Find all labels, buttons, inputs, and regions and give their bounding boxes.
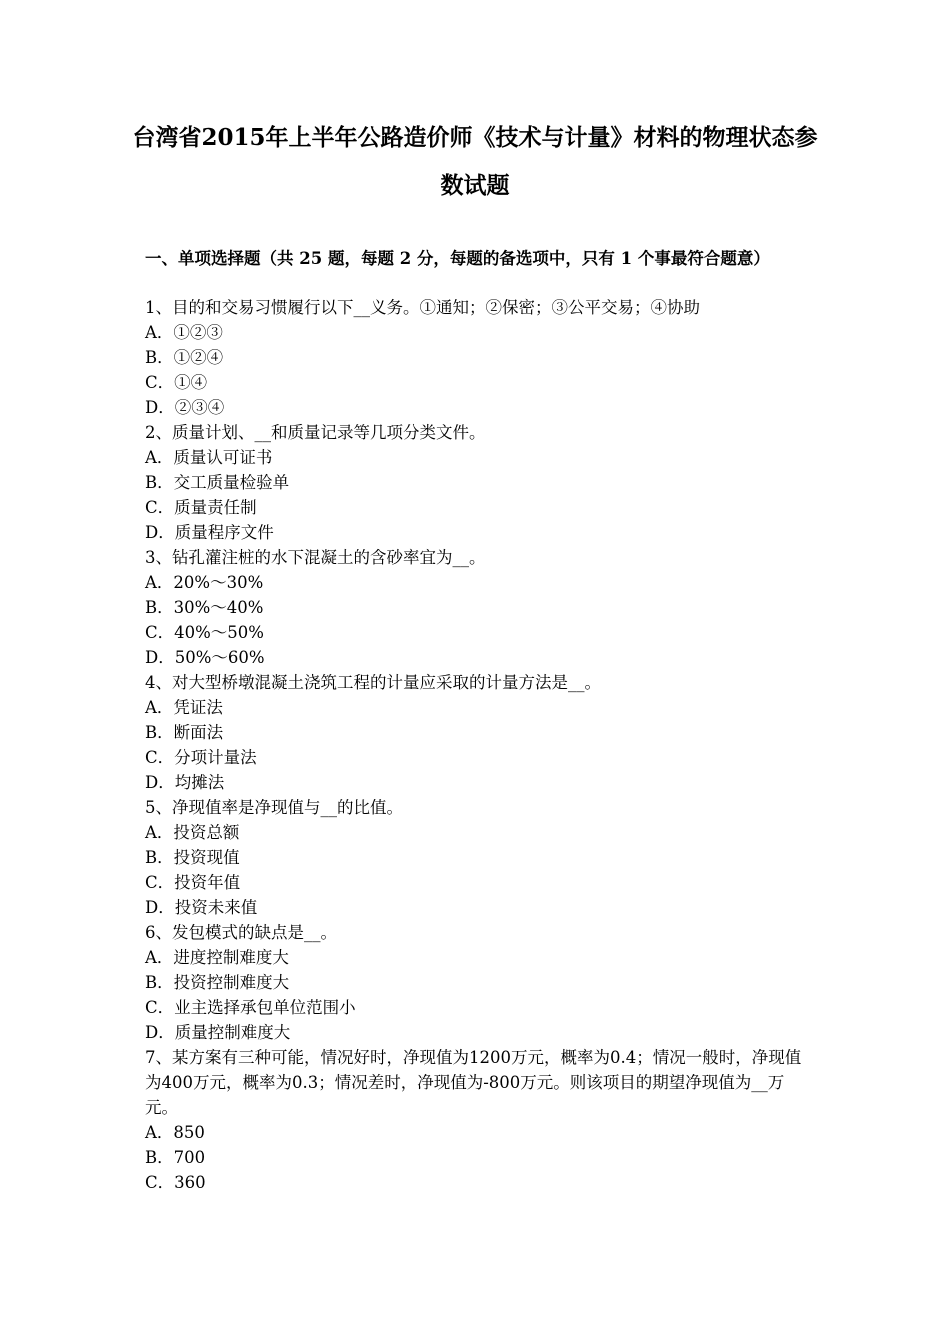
answer-option: A．凭证法	[145, 698, 223, 717]
question-item	[145, 420, 810, 545]
answer-option: A．质量认可证书	[145, 448, 273, 467]
answer-option: B．投资控制难度大	[145, 973, 290, 992]
question-text: 7、某方案有三种可能，情况好时，净现值为1200万元，概率为0.4；情况一般时，净现值为400万元，概率为0.3；情况差时，净现值为-800万元。则该项目的期望净现值为__万元。	[145, 1048, 802, 1117]
answer-option: C．360	[145, 1173, 206, 1192]
question-text: 4、对大型桥墩混凝土浇筑工程的计量应采取的计量方法是__。	[145, 673, 601, 692]
answer-option: C．分项计量法	[145, 748, 257, 767]
document-title: 台湾省2015年上半年公路造价师《技术与计量》材料的物理状态参数试题	[132, 124, 818, 199]
answer-option: B．30%～40%	[145, 598, 264, 617]
question-item	[145, 920, 810, 1045]
question-item	[145, 1045, 810, 1195]
answer-option: D．质量程序文件	[145, 523, 274, 542]
question-text: 5、净现值率是净现值与__的比值。	[145, 798, 403, 817]
question-item	[145, 795, 810, 920]
question-text: 2、质量计划、__和质量记录等几项分类文件。	[145, 423, 486, 442]
answer-option: B．断面法	[145, 723, 224, 742]
answer-option: A．投资总额	[145, 823, 240, 842]
answer-option: B．①②④	[145, 348, 224, 367]
section-heading: 一、单项选择题（共 25 题，每题 2 分，每题的备选项中，只有 1 个事最符合题意）	[145, 249, 770, 268]
answer-option: D．质量控制难度大	[145, 1023, 291, 1042]
answer-option: D．50%～60%	[145, 648, 265, 667]
question-text: 3、钻孔灌注桩的水下混凝土的含砂率宜为__。	[145, 548, 486, 567]
answer-option: D．②③④	[145, 398, 225, 417]
answer-option: C．①④	[145, 373, 208, 392]
question-list	[145, 295, 810, 1195]
answer-option: D．均摊法	[145, 773, 225, 792]
answer-option: B．投资现值	[145, 848, 240, 867]
question-text: 1、目的和交易习惯履行以下__义务。①通知；②保密；③公平交易；④协助	[145, 298, 700, 317]
answer-option: C．业主选择承包单位范围小	[145, 998, 356, 1017]
question-item	[145, 670, 810, 795]
answer-option: B．700	[145, 1148, 206, 1167]
answer-option: A．①②③	[145, 323, 223, 342]
answer-option: B．交工质量检验单	[145, 473, 290, 492]
question-text: 6、发包模式的缺点是__。	[145, 923, 337, 942]
answer-option: D．投资未来值	[145, 898, 258, 917]
answer-option: C．40%～50%	[145, 623, 264, 642]
question-item	[145, 295, 810, 420]
answer-option: A．20%～30%	[145, 573, 264, 592]
answer-option: C．质量责任制	[145, 498, 257, 517]
question-item	[145, 545, 810, 670]
answer-option: C．投资年值	[145, 873, 241, 892]
answer-option: A．进度控制难度大	[145, 948, 289, 967]
answer-option: A．850	[145, 1123, 205, 1142]
